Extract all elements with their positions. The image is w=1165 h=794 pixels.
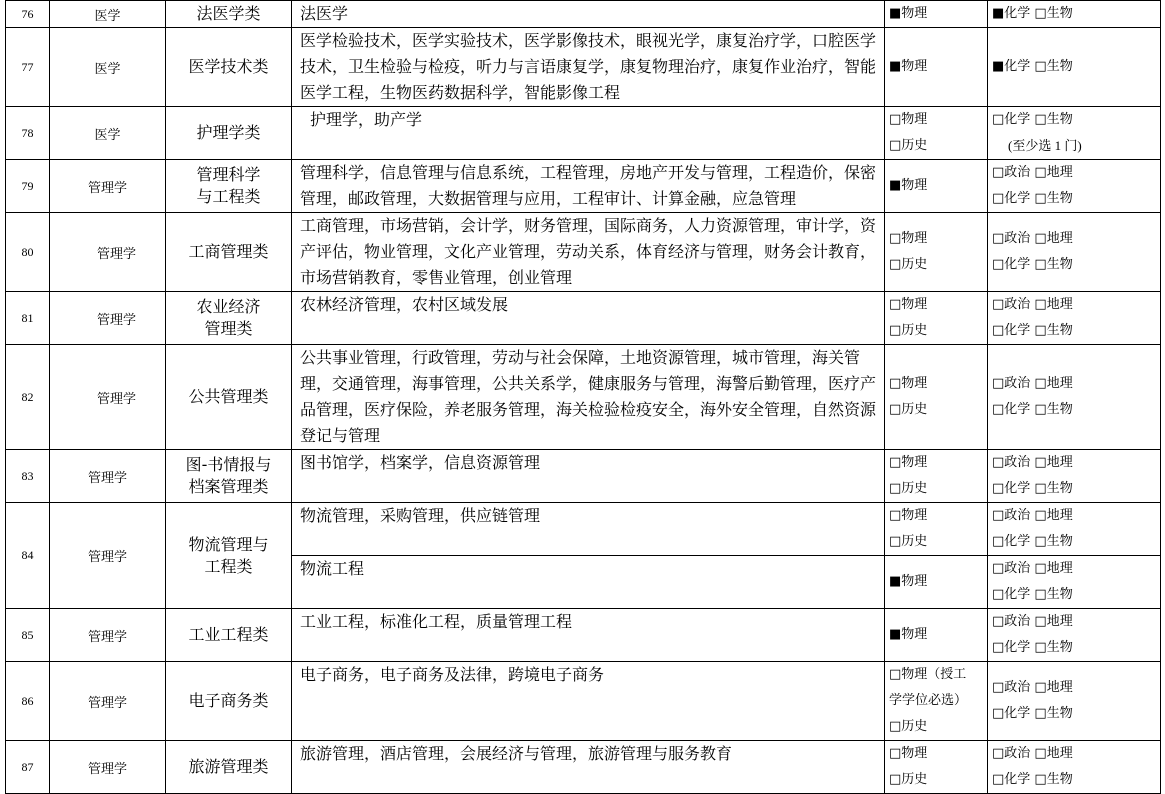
primary-subject-cell (885, 292, 988, 345)
secondary-subject-cell (988, 556, 1161, 609)
secondary-subject-line: □化学 □生物 (992, 112, 1073, 127)
table-row (6, 450, 1161, 503)
secondary-subject-line: □政治 □地理 (992, 680, 1073, 695)
category-label: 管理科学与工程类 (196, 165, 261, 206)
secondary-subject-cell (988, 345, 1161, 450)
primary-subject-cell (885, 107, 988, 160)
row-number: 87 (6, 741, 50, 794)
row-number: 83 (6, 450, 50, 503)
secondary-subject-cell (988, 450, 1161, 503)
table-row (6, 609, 1161, 662)
secondary-subject-line: □化学 □生物 (992, 481, 1073, 496)
secondary-subject-line: □化学 □生物 (992, 191, 1073, 206)
row-number: 79 (6, 160, 50, 213)
secondary-subject-line: □政治 □地理 (992, 455, 1073, 470)
discipline-cell: 管理学 (50, 662, 166, 741)
majors-cell: 旅游管理，酒店管理，会展经济与管理，旅游管理与服务教育 (292, 741, 885, 794)
category-label: 农业经济管理类 (196, 297, 261, 338)
table-row (6, 503, 1161, 556)
secondary-subject-line: □政治 □地理 (992, 297, 1073, 312)
secondary-subject-line: ■化学 □生物 (992, 6, 1073, 21)
secondary-subject-line: (至少选 1 门) (1008, 138, 1082, 153)
category-cell (166, 213, 292, 292)
category-label: 工业工程类 (188, 625, 269, 644)
primary-subject-line: 学学位必选） (889, 693, 968, 708)
secondary-subject-cell (988, 662, 1161, 741)
category-label: 法医学类 (196, 4, 261, 23)
secondary-subject-line: □政治 □地理 (992, 746, 1073, 761)
category-label: 医学技术类 (188, 57, 269, 76)
discipline-cell: 医学 (50, 1, 166, 28)
majors-cell: 医学检验技术，医学实验技术，医学影像技术，眼视光学，康复治疗学，口腔医学技术，卫生检验与检疫，听力与言语康复学，康复物理治疗，康复作业治疗，智能医学工程，生物医药数据科学，智能影像工程 (292, 28, 885, 107)
row-number: 77 (6, 28, 50, 107)
primary-subject-line: □物理 (889, 508, 928, 523)
row-number: 78 (6, 107, 50, 160)
secondary-subject-line: □化学 □生物 (992, 534, 1073, 549)
discipline-cell: 管理学 (50, 345, 166, 450)
primary-subject-line: □历史 (889, 138, 928, 153)
row-number: 86 (6, 662, 50, 741)
primary-subject-line: □历史 (889, 719, 928, 734)
category-cell (166, 107, 292, 160)
category-label: 图-书情报与档案管理类 (185, 455, 272, 496)
primary-subject-line: ■物理 (889, 574, 928, 589)
primary-subject-line: □物理 (889, 746, 928, 761)
secondary-subject-line: □政治 □地理 (992, 508, 1073, 523)
primary-subject-line: ■物理 (889, 6, 928, 21)
primary-subject-line: □物理 (889, 112, 928, 127)
discipline-cell: 医学 (50, 28, 166, 107)
majors-cell: 农林经济管理，农村区域发展 (292, 292, 885, 345)
category-cell (166, 662, 292, 741)
table-row (6, 28, 1161, 107)
secondary-subject-line: □政治 □地理 (992, 614, 1073, 629)
primary-subject-line: □历史 (889, 323, 928, 338)
primary-subject-line: □历史 (889, 257, 928, 272)
majors-cell: 工业工程，标准化工程，质量管理工程 (292, 609, 885, 662)
secondary-subject-cell (988, 160, 1161, 213)
category-label: 物流管理与工程类 (188, 534, 269, 576)
category-cell (166, 450, 292, 503)
table-body (6, 1, 1161, 794)
primary-subject-cell (885, 213, 988, 292)
majors-cell: 物流管理，采购管理，供应链管理 (292, 503, 885, 556)
secondary-subject-cell (988, 609, 1161, 662)
category-cell (166, 609, 292, 662)
primary-subject-cell (885, 662, 988, 741)
category-label: 公共管理类 (188, 387, 269, 406)
majors-cell: 管理科学，信息管理与信息系统，工程管理，房地产开发与管理，工程造价，保密管理，邮政管理，大数据管理与应用，工程审计、计算金融，应急管理 (292, 160, 885, 213)
category-cell (166, 28, 292, 107)
category-cell (166, 741, 292, 794)
primary-subject-line: □历史 (889, 481, 928, 496)
discipline-cell: 管理学 (50, 450, 166, 503)
secondary-subject-line: □政治 □地理 (992, 231, 1073, 246)
primary-subject-line: ■物理 (889, 627, 928, 642)
secondary-subject-cell (988, 1, 1161, 28)
secondary-subject-line: □化学 □生物 (992, 587, 1073, 602)
table-row (6, 345, 1161, 450)
category-label: 护理学类 (196, 123, 261, 142)
category-cell (166, 292, 292, 345)
primary-subject-cell (885, 503, 988, 556)
discipline-cell: 管理学 (50, 741, 166, 794)
primary-subject-cell (885, 741, 988, 794)
secondary-subject-line: □化学 □生物 (992, 402, 1073, 417)
secondary-subject-cell (988, 28, 1161, 107)
discipline-cell: 管理学 (50, 160, 166, 213)
category-cell (166, 345, 292, 450)
majors-cell: 物流工程 (292, 556, 885, 609)
row-number: 85 (6, 609, 50, 662)
primary-subject-cell (885, 1, 988, 28)
category-cell (166, 1, 292, 28)
secondary-subject-line: □化学 □生物 (992, 323, 1073, 338)
discipline-cell: 管理学 (50, 292, 166, 345)
secondary-subject-cell (988, 213, 1161, 292)
secondary-subject-cell (988, 741, 1161, 794)
row-number: 80 (6, 213, 50, 292)
primary-subject-cell (885, 609, 988, 662)
primary-subject-line: □物理 (889, 297, 928, 312)
table-row (6, 213, 1161, 292)
discipline-cell: 医学 (50, 107, 166, 160)
secondary-subject-cell (988, 503, 1161, 556)
row-number: 84 (6, 503, 50, 609)
majors-cell: 护理学，助产学 (292, 107, 885, 160)
primary-subject-line: □物理 (889, 231, 928, 246)
category-cell (166, 160, 292, 213)
primary-subject-line: □历史 (889, 772, 928, 787)
majors-cell: 工商管理，市场营销，会计学，财务管理，国际商务，人力资源管理，审计学，资产评估，物业管理，文化产业管理，劳动关系，体育经济与管理，财务会计教育，市场营销教育，零售业管理，创业管理 (292, 213, 885, 292)
table-row (6, 292, 1161, 345)
secondary-subject-line: □化学 □生物 (992, 257, 1073, 272)
table-row (6, 107, 1161, 160)
secondary-subject-cell (988, 107, 1161, 160)
table-row (6, 160, 1161, 213)
primary-subject-cell (885, 28, 988, 107)
discipline-cell: 管理学 (50, 213, 166, 292)
primary-subject-line: □历史 (889, 402, 928, 417)
category-label: 旅游管理类 (188, 757, 269, 776)
primary-subject-line: □物理（授工 (889, 667, 967, 682)
primary-subject-line: □物理 (889, 455, 928, 470)
row-number: 76 (6, 1, 50, 28)
primary-subject-cell (885, 345, 988, 450)
majors-cell: 电子商务，电子商务及法律，跨境电子商务 (292, 662, 885, 741)
primary-subject-cell (885, 450, 988, 503)
primary-subject-line: □物理 (889, 376, 928, 391)
majors-cell: 公共事业管理，行政管理，劳动与社会保障，土地资源管理，城市管理，海关管理，交通管理，海事管理，公共关系学，健康服务与管理，海警后勤管理，医疗产品管理，医疗保险，养老服务管理，海关检验检疫安全，海外安全管理，自然资源登记与管理 (292, 345, 885, 450)
discipline-cell: 管理学 (50, 609, 166, 662)
primary-subject-line: ■物理 (889, 178, 928, 193)
discipline-cell: 管理学 (50, 503, 166, 609)
primary-subject-line: □历史 (889, 534, 928, 549)
secondary-subject-line: □政治 □地理 (992, 376, 1073, 391)
row-number: 82 (6, 345, 50, 450)
primary-subject-cell (885, 160, 988, 213)
category-label: 电子商务类 (188, 691, 269, 710)
table-row (6, 1, 1161, 28)
category-label: 工商管理类 (188, 242, 269, 261)
secondary-subject-line: □化学 □生物 (992, 706, 1073, 721)
secondary-subject-line: □政治 □地理 (992, 561, 1073, 576)
category-cell (166, 503, 292, 609)
row-number: 81 (6, 292, 50, 345)
majors-cell: 图书馆学，档案学，信息资源管理 (292, 450, 885, 503)
secondary-subject-cell (988, 292, 1161, 345)
requirements-table (5, 0, 1161, 794)
table-row (6, 741, 1161, 794)
secondary-subject-line: □化学 □生物 (992, 640, 1073, 655)
primary-subject-line: ■物理 (889, 59, 928, 74)
primary-subject-cell (885, 556, 988, 609)
majors-cell: 法医学 (292, 1, 885, 28)
secondary-subject-line: ■化学 □生物 (992, 59, 1073, 74)
table-row (6, 662, 1161, 741)
secondary-subject-line: □政治 □地理 (992, 165, 1073, 180)
secondary-subject-line: □化学 □生物 (992, 772, 1073, 787)
